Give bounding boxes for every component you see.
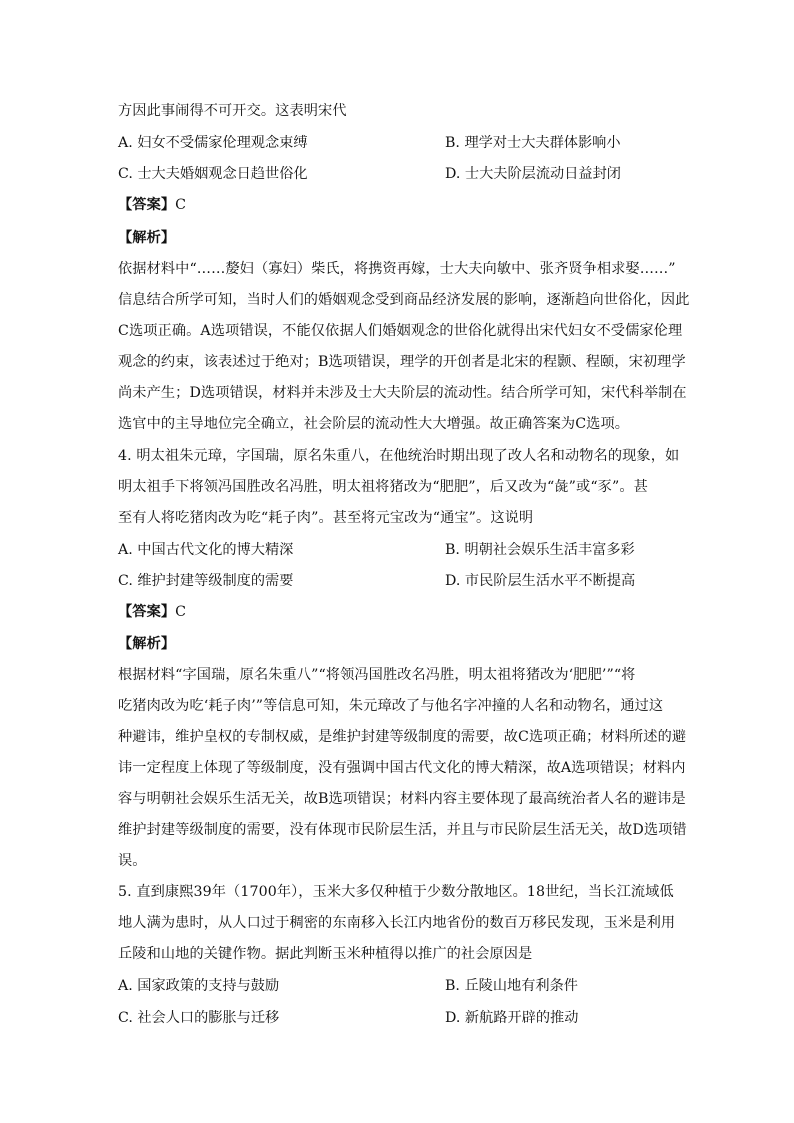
q4-analysis-label: 【解析】 [118,636,176,652]
q4-option-a: A. 中国古代文化的博大精深 [118,542,294,558]
answer-value: C [175,604,187,620]
q3-option-a: A. 妇女不受儒家伦理观念束缚 [118,135,308,151]
q4-option-c: C. 维护封建等级制度的需要 [118,573,294,589]
q4-analysis-line: 种避讳，维护皇权的专制权威，是维护封建等级制度的需要，故C选项正确；材料所述的避 [118,729,687,745]
q3-option-c: C. 士大夫婚姻观念日趋世俗化 [118,166,308,182]
answer-label: 【答案】 [118,604,176,620]
q4-answer [118,602,698,622]
q3-analysis-line: C选项正确。A选项错误，不能仅依据人们婚姻观念的世俗化就得出宋代妇女不受儒家伦理 [118,323,683,339]
q4-stem-line: 至有人将吃猪肉改为吃“耗子肉”。甚至将元宝改为“通宝”。这说明 [118,510,534,526]
q5-option-a: A. 国家政策的支持与鼓励 [118,978,280,994]
q5-stem-line: 5. 直到康熙39年（1700年），玉米大多仅种植于少数分散地区。18世纪，当长江流域低 [118,884,674,900]
q3-option-d: D. 士大夫阶层流动日益封闭 [445,166,621,182]
q3-analysis-line: 观念的约束，该表述过于绝对；B选项错误，理学的开创者是北宋的程颢、程颐，宋初理学 [118,354,686,370]
q3-analysis-label: 【解析】 [118,230,176,246]
answer-value: C [175,197,187,213]
q3-analysis-line: 信息结合所学可知，当时人们的婚姻观念受到商品经济发展的影响，逐渐趋向世俗化，因此 [118,292,690,308]
q4-analysis-line: 根据材料“字国瑞，原名朱重八”“将领冯国胜改名冯胜，明太祖将猪改为‘肥肥’”“将 [118,667,636,683]
q5-option-d: D. 新航路开辟的推动 [445,1010,579,1026]
q3-stem-line: 方因此事闹得不可开交。这表明宋代 [118,103,347,119]
q4-analysis-line: 误。 [118,853,147,869]
q5-option-b: B. 丘陵山地有利条件 [445,978,578,994]
q4-option-b: B. 明朝社会娱乐生活丰富多彩 [445,542,635,558]
q4-analysis-line: 讳一定程度上体现了等级制度，没有强调中国古代文化的博大精深，故A选项错误；材料内 [118,760,686,776]
q4-analysis-line: 容与明朝社会娱乐生活无关，故B选项错误；材料内容主要体现了最高统治者人名的避讳是 [118,791,686,807]
q5-stem-line: 地人满为患时，从人口过于稠密的东南移入长江内地省份的数百万移民发现，玉米是利用 [118,915,676,931]
q3-analysis-line: 尚未产生；D选项错误，材料并未涉及士大夫阶层的流动性。结合所学可知，宋代科举制在 [118,385,687,401]
q4-option-d: D. 市民阶层生活水平不断提高 [445,573,636,589]
q4-analysis-line: 吃猪肉改为吃‘耗子肉’”等信息可知，朱元璋改了与他名字冲撞的人名和动物名，通过这 [118,698,664,714]
q5-stem-line: 丘陵和山地的关键作物。据此判断玉米种植得以推广的社会原因是 [118,946,533,962]
q4-stem-line: 明太祖手下将领冯国胜改名冯胜，明太祖将猪改为“肥肥”，后又改为“彘”或“豕”。甚 [118,479,648,495]
q3-option-b: B. 理学对士大夫群体影响小 [445,135,621,151]
q3-analysis-line: 依据材料中“……嫠妇（寡妇）柴氏，将携资再嫁，士大夫向敏中、张齐贤争相求娶……” [118,261,676,277]
q4-stem-line: 4. 明太祖朱元璋，字国瑞，原名朱重八，在他统治时期出现了改人名和动物名的现象，如 [118,448,680,464]
q4-analysis-line: 维护封建等级制度的需要，没有体现市民阶层生活，并且与市民阶层生活无关，故D选项错 [118,822,687,838]
q5-option-c: C. 社会人口的膨胀与迁移 [118,1010,280,1026]
answer-label: 【答案】 [118,197,176,213]
q3-analysis-line: 选官中的主导地位完全确立，社会阶层的流动性大大增强。故正确答案为C选项。 [118,416,630,432]
q3-answer [118,195,698,215]
